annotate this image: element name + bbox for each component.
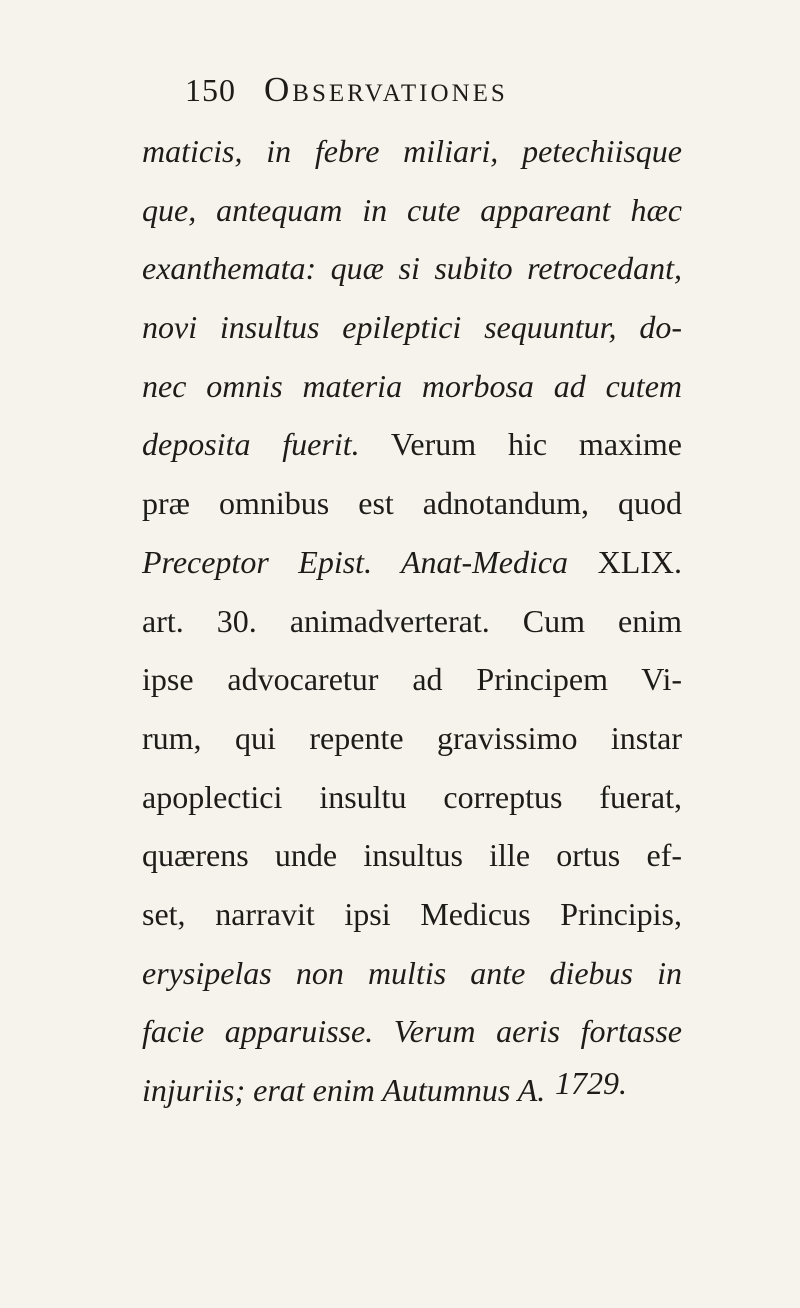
text-line-content — [142, 826, 682, 885]
italic-text: Preceptor Epist. Anat-Medica — [142, 543, 569, 580]
text-line-content — [142, 1002, 682, 1061]
italic-text: nec omnis materia morbosa ad cutem — [142, 367, 682, 404]
roman-text: quærens unde insultus ille ortus ef- — [142, 837, 682, 874]
text-line — [142, 826, 682, 885]
italic-text: injuriis; erat enim Autumnus A. — [142, 1072, 546, 1108]
text-line-content — [142, 298, 682, 357]
text-line-content — [142, 474, 682, 533]
text-line — [142, 1002, 682, 1061]
running-head: Observationes — [264, 70, 508, 109]
catchword: 1729. — [555, 1065, 627, 1101]
text-line-content — [142, 768, 682, 827]
italic-text: exanthemata: quæ si subito retrocedant, — [142, 250, 682, 287]
page-number: 150 — [185, 72, 236, 108]
text-line — [142, 650, 682, 709]
roman-text: præ omnibus est adnotandum, quod — [142, 485, 682, 522]
italic-text: deposita fuerit. — [142, 426, 360, 463]
roman-text: ipse advocaretur ad Principem Vi- — [142, 661, 682, 698]
text-line-content — [142, 122, 682, 181]
roman-text: XLIX. — [568, 543, 683, 580]
text-line — [142, 474, 682, 533]
text-line-content — [142, 592, 682, 651]
text-line-content — [142, 944, 682, 1003]
text-line — [142, 533, 682, 592]
text-line-content — [142, 885, 682, 944]
italic-text: erysipelas non multis ante diebus in — [142, 954, 682, 991]
text-line — [142, 357, 682, 416]
body-text — [142, 122, 682, 1120]
roman-text: apoplectici insultu correptus fuerat, — [142, 778, 682, 815]
text-line-content — [142, 181, 682, 240]
roman-text: Verum hic maxime — [359, 426, 683, 463]
text-line-content — [142, 650, 682, 709]
text-line — [142, 944, 682, 1003]
italic-text: maticis, in febre miliari, petechiisque — [142, 133, 682, 169]
text-line-content — [142, 357, 682, 416]
text-line-content — [142, 533, 682, 592]
italic-text: que, antequam in cute appareant hæc — [142, 191, 682, 228]
page-header — [185, 70, 665, 114]
text-line — [142, 122, 682, 181]
text-line — [142, 885, 682, 944]
roman-text: set, narravit ipsi Medicus Principis, — [142, 895, 682, 932]
italic-text: facie apparuisse. Verum aeris fortasse — [142, 1013, 682, 1050]
roman-text: rum, qui repente gravissimo instar — [142, 719, 682, 756]
text-line — [142, 709, 682, 768]
text-line — [142, 239, 682, 298]
text-line — [142, 592, 682, 651]
roman-text: art. 30. animadverterat. Cum enim — [142, 602, 682, 639]
text-line-content — [142, 239, 682, 298]
text-line — [142, 768, 682, 827]
text-line — [142, 181, 682, 240]
text-line-content — [142, 415, 682, 474]
text-line — [142, 415, 682, 474]
text-line-content — [142, 709, 682, 768]
italic-text: novi insultus epileptici sequuntur, do- — [142, 309, 682, 346]
text-line — [142, 298, 682, 357]
